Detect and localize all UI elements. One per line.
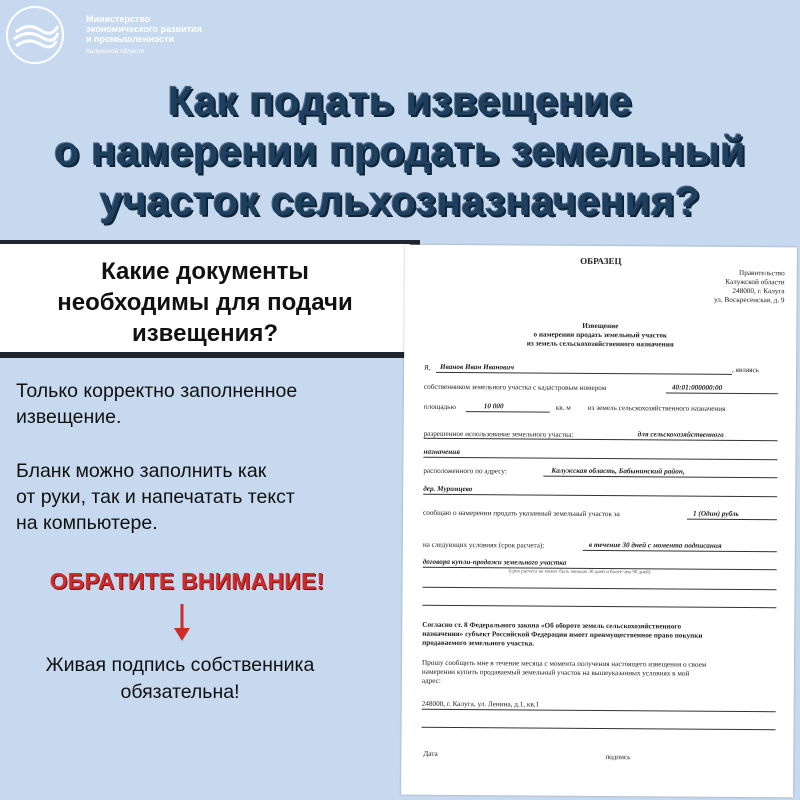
doc-title-line3: из земель сельскохозяйственного назначения <box>526 339 674 349</box>
answer-line2: извещение. <box>16 406 122 428</box>
form-cadastral-value: 40:01:000000:00 <box>671 383 723 392</box>
fill-method-line2: от руки, так и напечатать текст <box>16 486 295 508</box>
form-line <box>583 550 777 552</box>
form-address-value: 248000, г. Калуга, ул. Ленина, д.1, кв.1 <box>421 699 540 709</box>
doc-title-line2: о намерении продать земельный участок <box>533 330 668 340</box>
form-terms-note: (срок расчета не может быть меньше 30 дней и более чем 90 дней) <box>508 569 651 576</box>
question-line1: Какие документы <box>101 258 309 285</box>
form-line <box>424 438 778 441</box>
doc-title-line1: Извещение <box>582 321 619 331</box>
title-line1: Как подать извещение <box>167 78 633 124</box>
ministry-name-line3: и промышленности <box>86 34 174 44</box>
form-area-value: 10 000 <box>483 402 504 411</box>
recipient-line2: Калужской области <box>725 277 785 287</box>
page-title <box>0 76 800 226</box>
ministry-name <box>86 14 202 57</box>
title-line2: о намерении продать земельный <box>54 128 746 174</box>
form-line <box>423 587 777 590</box>
form-line <box>422 709 776 712</box>
form-doc-title <box>404 321 796 351</box>
sample-form <box>401 245 797 798</box>
question-line2: необходимы для подачи <box>57 289 353 316</box>
form-terms-label: на следующих условиях (срок расчета): <box>422 540 545 550</box>
law-line1: Согласно ст. 8 Федерального закона «Об обороте земель сельскохозяйственного <box>422 620 682 631</box>
form-area-unit: кв. м <box>555 403 571 412</box>
fill-method-line3: на компьютере. <box>16 512 158 534</box>
question-line3: извещения? <box>132 320 278 347</box>
law-line2: назначения» субъект Российской Федерации имеет преимущественное право покупки <box>422 629 703 640</box>
form-line <box>543 476 777 479</box>
fill-method-line1: Бланк можно заполнить как <box>16 460 267 482</box>
question-heading <box>0 256 410 349</box>
form-owner-name: Иванов Иван Иванович <box>440 362 515 372</box>
ministry-region: Калужской области <box>86 48 145 55</box>
form-located-label: расположенного по адресу: <box>423 466 507 476</box>
recipient-line1: Правительство <box>739 268 785 278</box>
title-line3: участок сельхозназначения? <box>99 178 701 224</box>
ministry-name-line1: Министерство <box>86 14 151 24</box>
form-line <box>422 727 776 730</box>
attention-heading: ОБРАТИТЕ ВНИМАНИЕ! <box>49 568 325 594</box>
form-price-value: 1 (Один) рубль <box>693 509 739 518</box>
form-intent-text: сообщаю о намерении продать указанный земельный участок за <box>423 508 620 519</box>
form-area-tail: из земель сельскохозяйственного назначения <box>587 403 726 413</box>
answer-line1: Только корректно заполненное <box>16 380 298 402</box>
signature-note <box>10 652 350 706</box>
form-located-value2: дер. Муромцево <box>423 484 473 494</box>
request-line2: намерении купить продаваемый земельный участок на вышеуказанных условиях в мой <box>421 667 690 678</box>
form-line <box>423 457 777 460</box>
answer-paragraph <box>16 378 396 430</box>
ministry-name-line2: экономического развития <box>86 24 202 34</box>
form-header: ОБРАЗЕЦ <box>580 255 622 267</box>
recipient-line3: 248000, г. Калуга <box>732 286 785 296</box>
form-owner-text: собственником земельного участка с кадастровым номером <box>423 382 607 393</box>
arrow-down-icon <box>172 604 192 642</box>
form-line <box>687 519 777 521</box>
form-terms-value: в течение 30 дней с момента подписания <box>588 540 722 550</box>
signature-line1: Живая подпись собственника <box>45 654 315 676</box>
form-line <box>666 392 778 394</box>
law-line3: продаваемого земельного участка. <box>422 638 535 648</box>
request-line1: Прошу сообщить мне в течение месяца с момента получения настоящего извещения о своем <box>421 658 707 669</box>
form-sign-label: подпись <box>605 753 631 762</box>
signature-line2: обязательна! <box>120 681 240 703</box>
form-line <box>423 494 777 497</box>
form-request-paragraph <box>422 659 778 688</box>
form-use-value: для сельскохозяйственного <box>637 430 724 439</box>
form-line <box>466 411 550 413</box>
form-date-label: Дата <box>423 749 438 758</box>
form-ya-label: Я, <box>424 363 431 372</box>
ministry-logo-icon <box>6 6 64 64</box>
request-line3: адрес: <box>421 676 441 685</box>
form-use-value2: назначения <box>423 447 461 457</box>
form-terms-value2: договора купли-продажи земельного участка <box>422 557 567 567</box>
form-recipient <box>714 269 785 305</box>
form-line <box>422 605 776 608</box>
form-located-value: Калужская область, Бабынинский район, <box>551 466 685 476</box>
form-law-paragraph <box>422 621 778 650</box>
form-yavlyas: , являясь <box>732 365 759 375</box>
form-line <box>436 372 732 375</box>
recipient-line4: ул. Воскресенская, д. 9 <box>714 295 785 305</box>
form-area-label: площадью <box>423 402 456 411</box>
form-use-label: разрешенное использование земельного участка: <box>423 429 574 439</box>
fill-method-paragraph <box>16 458 396 536</box>
